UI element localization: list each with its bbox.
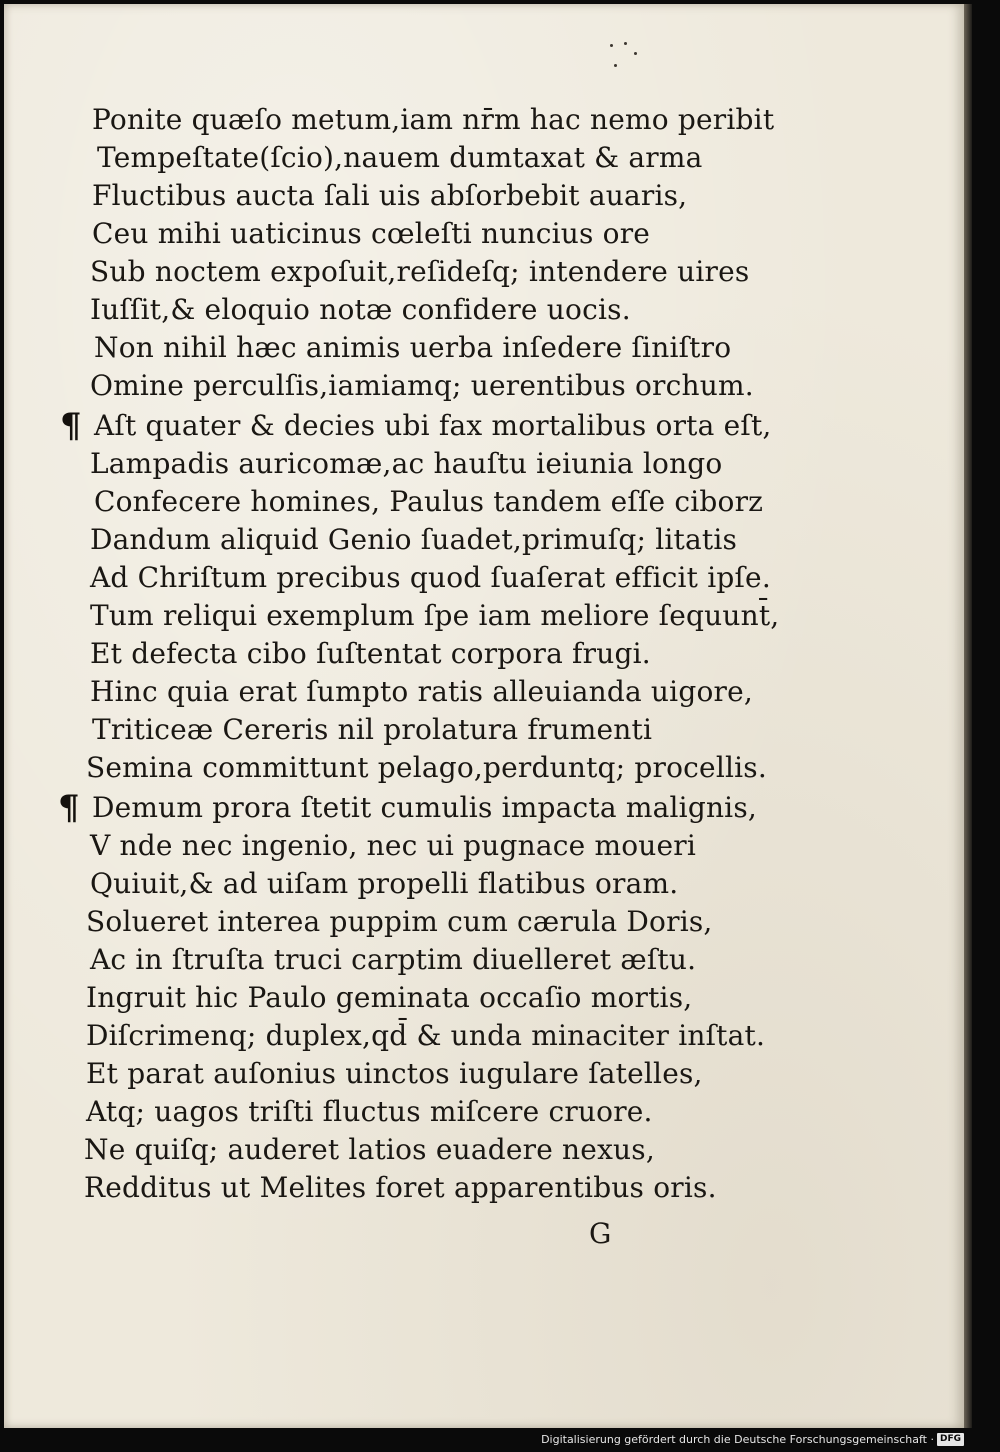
verse-line: Solueret interea puppim cum cærula Doris,: [86, 905, 713, 938]
verse-line: Aſt quater & decies ubi fax mortalibus orta eſt,: [94, 409, 772, 442]
verse-line: Ingruit hic Paulo geminata occaſio mortis,: [86, 981, 693, 1014]
verse-line: Diſcrimenq; duplex,qd̄ & unda minaciter inſtat.: [86, 1019, 766, 1052]
verse-line: Lampadis auricomæ,ac hauſtu ieiunia longo: [90, 447, 723, 480]
verse-line: Ac in ſtruſta truci carptim diuelleret æſtu.: [90, 943, 697, 976]
verse-line: Non nihil hæc animis uerba inſedere ſiniſtro: [94, 331, 732, 364]
pilcrow-mark: ¶: [60, 406, 82, 446]
verse-line: Iuſſit,& eloquio notæ confidere uocis.: [90, 293, 631, 326]
verse-line: Ad Chriſtum precibus quod ſuaſerat efficit ipſe.: [90, 561, 771, 594]
verse-line: Et parat auſonius uinctos iugulare ſatelles,: [86, 1057, 703, 1090]
page-edge-shadow: [964, 4, 972, 1428]
verse-line: Atq; uagos triſti fluctus miſcere cruore.: [86, 1095, 653, 1128]
signature-mark: G: [589, 1217, 612, 1250]
verse-line: Sub noctem expoſuit,reſideſq; intendere uires: [90, 255, 750, 288]
dfg-logo-icon: DFG: [937, 1433, 964, 1446]
verse-line: Fluctibus aucta ſali uis abſorbebit auaris,: [92, 179, 688, 212]
verse-line: Hinc quia erat ſumpto ratis alleuianda uigore,: [90, 675, 753, 708]
verse-line: Ponite quæſo metum,iam nr̄m hac nemo peribit: [92, 103, 775, 136]
poem-text: [4, 4, 964, 1428]
verse-line: Quiuit,& ad uiſam propelli flatibus oram.: [90, 867, 679, 900]
verse-line: Ceu mihi uaticinus cœleſti nuncius ore: [92, 217, 651, 250]
verse-line: Redditus ut Melites foret apparentibus oris.: [84, 1171, 717, 1204]
verse-line: Triticeæ Cereris nil prolatura frumenti: [92, 713, 653, 746]
pilcrow-mark: ¶: [58, 788, 80, 828]
verse-line: Ne quiſq; auderet latios euadere nexus,: [84, 1133, 655, 1166]
verse-line: Tum reliqui exemplum ſpe iam meliore ſequunt̄,: [90, 599, 780, 632]
verse-line: Confecere homines, Paulus tandem eſſe ciborz: [94, 485, 764, 518]
verse-line: Tempeſtate(ſcio),nauem dumtaxat & arma: [97, 141, 703, 174]
verse-line: V nde nec ingenio, nec ui pugnace moueri: [90, 829, 697, 862]
verse-line: Dandum aliquid Genio ſuadet,primuſq; litatis: [90, 523, 738, 556]
credit-text: Digitalisierung gefördert durch die Deutsche Forschungsgemeinschaft ·: [541, 1433, 934, 1446]
digitization-credit: [541, 1433, 964, 1446]
verse-line: Demum prora ſtetit cumulis impacta malignis,: [92, 791, 758, 824]
book-page: [4, 4, 964, 1428]
verse-line: Omine perculſis,iamiamq; uerentibus orchum.: [90, 369, 754, 402]
verse-line: Semina committunt pelago,perduntq; procellis.: [86, 751, 767, 784]
verse-line: Et defecta cibo ſuſtentat corpora frugi.: [90, 637, 651, 670]
